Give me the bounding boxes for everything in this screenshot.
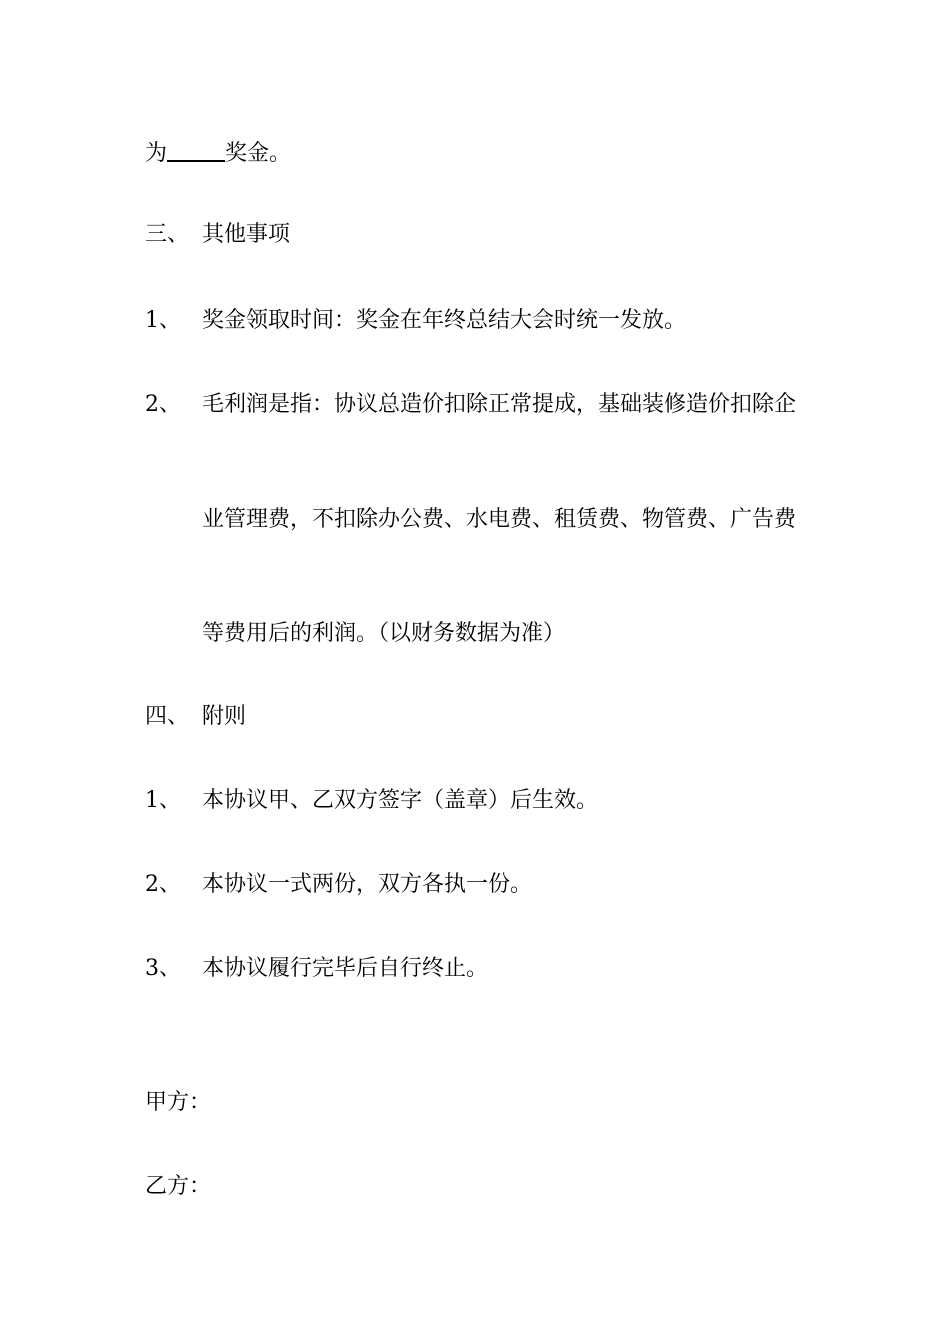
- section-3-title: 其他事项: [202, 222, 291, 247]
- bonus-line: [145, 138, 291, 168]
- item-4-2-text: 本协议一式两份，双方各执一份。: [202, 872, 533, 897]
- section-4-number: 四、: [145, 704, 190, 729]
- item-3-2-text-line-1: 毛利润是指：协议总造价扣除正常提成，基础装修造价扣除企: [202, 392, 797, 417]
- item-4-1-number: 1、: [145, 788, 181, 813]
- section-4-title: 附则: [202, 704, 247, 729]
- item-3-2-number: 2、: [145, 392, 181, 417]
- bonus-line-suffix: 奖金。: [225, 141, 292, 166]
- party-b-label: 乙方：: [145, 1174, 212, 1199]
- party-a-label: 甲方：: [145, 1090, 212, 1115]
- item-4-3-number: 3、: [145, 956, 181, 981]
- item-3-1-number: 1、: [145, 308, 181, 333]
- item-3-2-text-line-3: 等费用后的利润。（以财务数据为准）: [202, 621, 566, 646]
- section-3-number: 三、: [145, 222, 190, 247]
- item-3-2-text-line-2: 业管理费，不扣除办公费、水电费、租赁费、物管费、广告费: [202, 507, 797, 532]
- bonus-line-prefix: 为: [145, 141, 168, 166]
- item-4-1-text: 本协议甲、乙双方签字（盖章）后生效。: [202, 788, 599, 813]
- item-3-1-text: 奖金领取时间：奖金在年终总结大会时统一发放。: [202, 308, 687, 333]
- fill-in-blank: [167, 138, 225, 162]
- item-4-3-text: 本协议履行完毕后自行终止。: [202, 956, 489, 981]
- item-4-2-number: 2、: [145, 872, 181, 897]
